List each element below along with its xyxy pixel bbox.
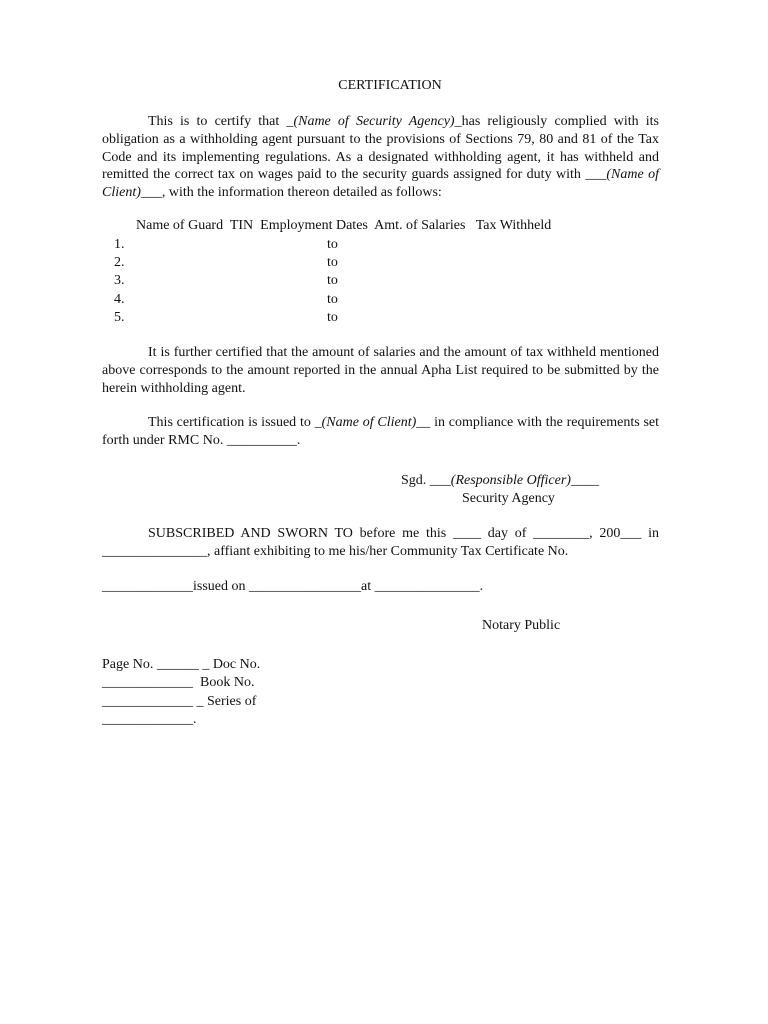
agency-name-placeholder: (Name of Security Agency) <box>293 114 455 129</box>
footer-book: _____________ Book No. <box>102 675 255 690</box>
row-number: 1. <box>114 237 125 252</box>
para3-text-1: This certification is issued to _ <box>148 415 322 430</box>
signature-suffix: ____ <box>570 473 599 488</box>
signature-organization: Security Agency <box>462 491 555 506</box>
footer-page-doc: Page No. ______ _ Doc No. <box>102 657 261 672</box>
header-amt-of-salaries: Amt. of Salaries <box>374 218 466 233</box>
certification-paragraph <box>102 113 659 202</box>
row-number: 5. <box>114 310 125 325</box>
issuance-paragraph <box>102 414 659 450</box>
row-to: to <box>327 255 338 270</box>
header-tax-withheld: Tax Withheld <box>475 218 552 233</box>
signature-line <box>401 473 599 489</box>
issued-on-line: _____________issued on ________________at _______________. <box>102 579 484 594</box>
client-name-placeholder-2: (Name of Client) <box>321 415 417 430</box>
row-to: to <box>327 292 338 307</box>
row-to: to <box>327 237 338 252</box>
further-certified-paragraph: It is further certified that the amount of salaries and the amount of tax withheld mentioned above corresponds to the amount reported in the annual Apha List required to be submitted by the herein withholding agent. <box>102 345 659 396</box>
row-to: to <box>327 310 338 325</box>
header-name-of-guard: Name of Guard <box>136 218 224 233</box>
jurat-paragraph: SUBSCRIBED AND SWORN TO before me this ____ day of ________, 200___ in _______________, affiant exhibiting to me his/her Community Tax Certificate No. <box>102 526 659 559</box>
footer-series: _____________ _ Series of <box>102 694 257 709</box>
header-tin: TIN <box>229 218 254 233</box>
para3-text-2: __ in compliance with the requirements set forth under RMC No. __________. <box>102 415 659 448</box>
responsible-officer-placeholder: (Responsible Officer) <box>450 473 571 488</box>
client-name-placeholder: (Name of Client) <box>102 167 659 201</box>
notary-public-label: Notary Public <box>482 618 561 633</box>
footer-end-line: _____________. <box>102 712 197 727</box>
row-number: 3. <box>114 273 125 288</box>
para1-text-2: _has religiously complied with its obligation as a withholding agent pursuant to the provisions of Sections 79, 80 and 81 of the Tax Code and its implementing regulations. As a designated withholding agent, it has withheld and remitted the correct tax on wages paid to the security guards assigned for duty with ___ <box>102 114 659 183</box>
header-employment-dates: Employment Dates <box>260 218 368 233</box>
para1-text-1: This is to certify that _ <box>148 114 294 129</box>
row-number: 4. <box>114 292 125 307</box>
row-number: 2. <box>114 255 125 270</box>
table-header-row <box>136 218 551 234</box>
row-to: to <box>327 273 338 288</box>
document-title: CERTIFICATION <box>338 78 442 93</box>
para1-text-3: ___, with the information thereon detailed as follows: <box>140 185 442 201</box>
signature-prefix: Sgd. ___ <box>401 473 451 488</box>
